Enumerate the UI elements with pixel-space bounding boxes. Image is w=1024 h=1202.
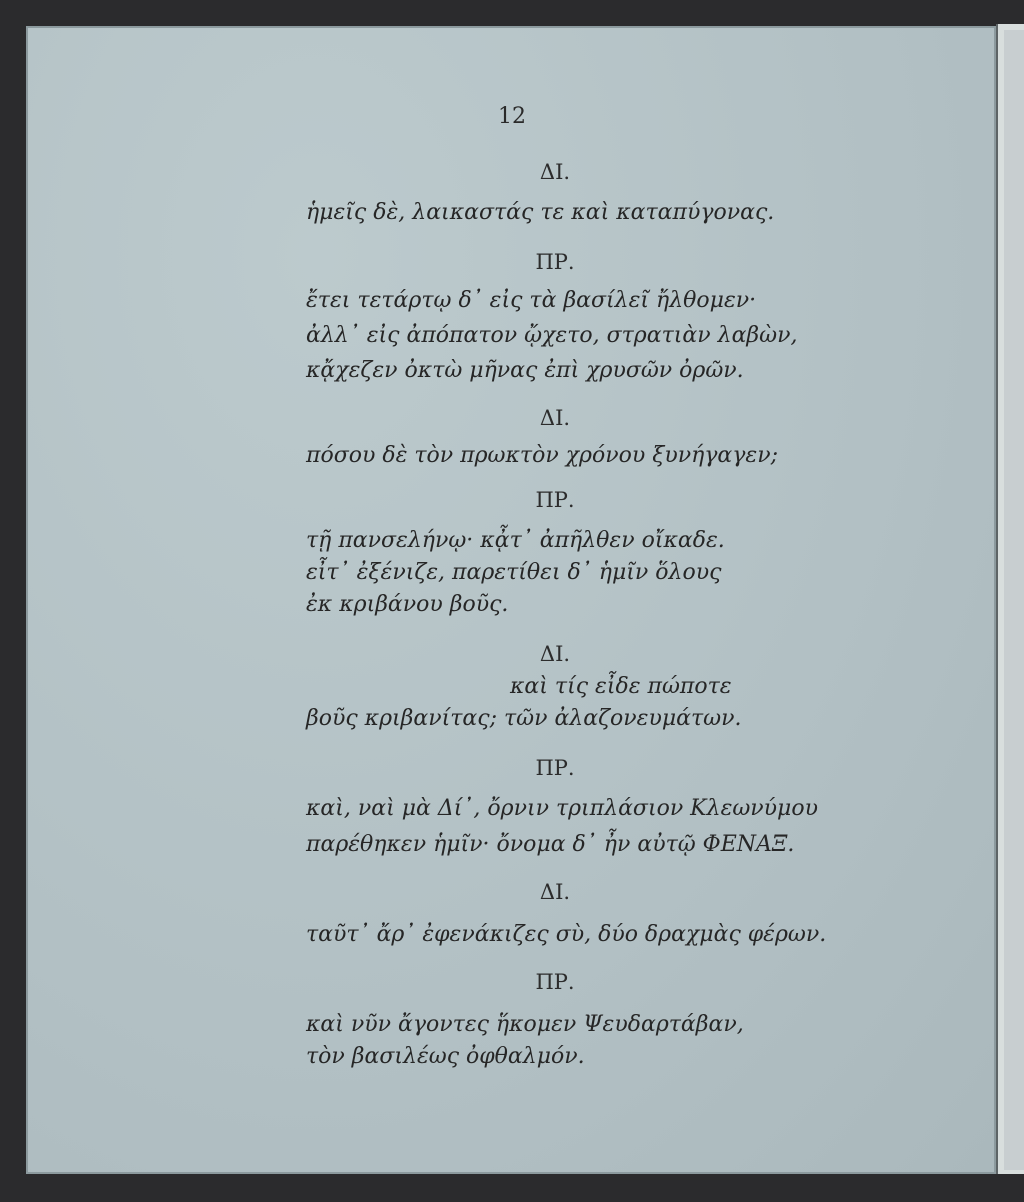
verse-line: κᾄχεζεν ὀκτὼ μῆνας ἐπὶ χρυσῶν ὀρῶν. — [306, 358, 744, 383]
speaker-label: ΔΙ. — [539, 406, 571, 430]
verse-line: βοῦς κριβανίτας; τῶν ἀλαζονευμάτων. — [306, 706, 742, 731]
verse-line: ἔτει τετάρτῳ δ᾽ εἰς τὰ βασίλεῖ ἤλθομεν· — [306, 288, 757, 313]
speaker-label: ΠΡ. — [535, 488, 575, 512]
speaker-label: ΠΡ. — [535, 756, 575, 780]
verse-line: καὶ, ναὶ μὰ Δί᾽, ὄρνιν τριπλάσιον Κλεωνύμου — [306, 796, 818, 821]
speaker-label: ΠΡ. — [535, 250, 575, 274]
verse-line: ἀλλ᾽ εἰς ἀπόπατον ᾤχετο, στρατιὰν λαβὼν, — [306, 323, 798, 348]
verse-line: ἡμεῖς δὲ, λαικαστάς τε καὶ καταπύγονας. — [306, 200, 775, 225]
verse-line: ταῦτ᾽ ἄρ᾽ ἐφενάκιζες σὺ, δύο δραχμὰς φέρων. — [306, 922, 827, 947]
verse-line: πόσου δὲ τὸν πρωκτὸν χρόνου ξυνήγαγεν; — [306, 443, 778, 468]
verse-line: καὶ νῦν ἄγοντες ἥκομεν Ψευδαρτάβαν, — [306, 1012, 744, 1037]
verse-line: παρέθηκεν ἡμῖν· ὄνομα δ᾽ ἦν αὐτῷ ΦΕΝΑΞ. — [306, 832, 795, 857]
verse-line: τὸν βασιλέως ὀφθαλμόν. — [306, 1044, 585, 1069]
speaker-label: ΠΡ. — [535, 970, 575, 994]
speaker-label: ΔΙ. — [539, 642, 571, 666]
page-number: 12 — [498, 104, 526, 129]
page-edge-inner — [1004, 30, 1024, 1170]
verse-line: εἶτ᾽ ἐξένιζε, παρετίθει δ᾽ ἡμῖν ὅλους — [306, 560, 722, 585]
verse-line: ἐκ κριβάνου βοῦς. — [306, 592, 509, 617]
verse-line: καὶ τίς εἶδε πώποτε — [510, 674, 732, 699]
speaker-label: ΔΙ. — [539, 160, 571, 184]
book-page — [26, 26, 996, 1174]
verse-line: τῇ πανσελήνῳ· κᾆτ᾽ ἀπῆλθεν οἴκαδε. — [306, 528, 725, 553]
speaker-label: ΔΙ. — [539, 880, 571, 904]
